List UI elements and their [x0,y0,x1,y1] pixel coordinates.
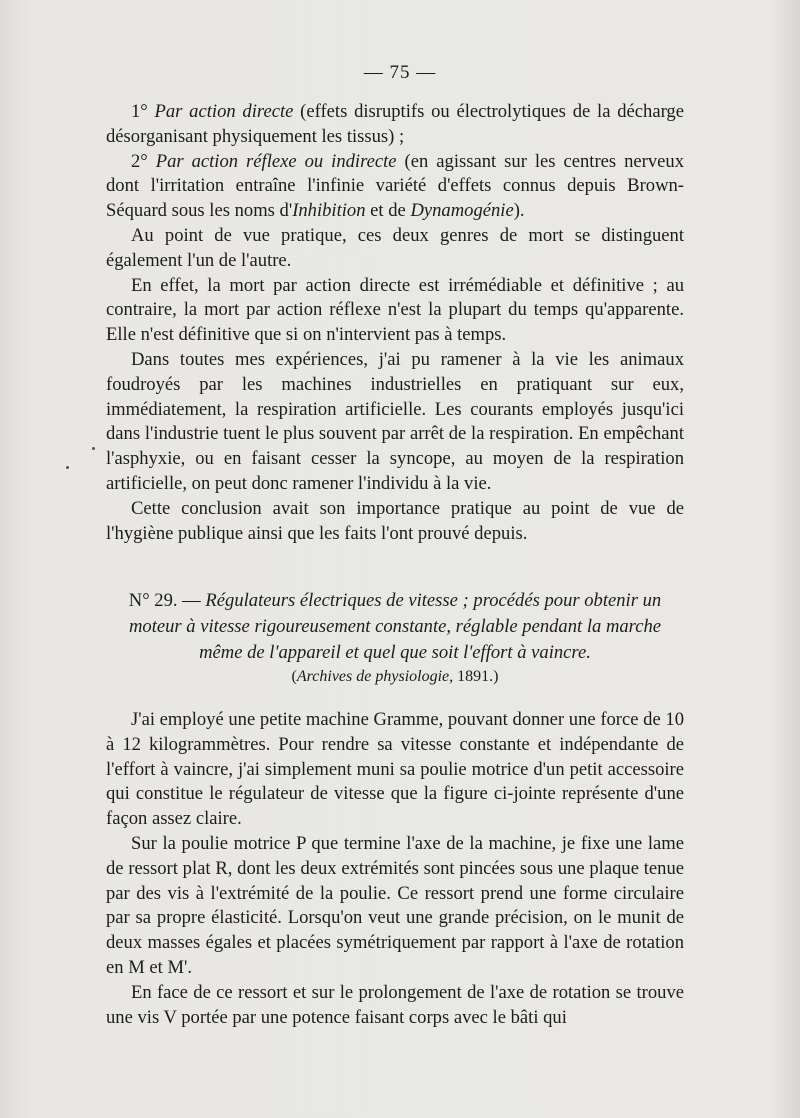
paragraph: Sur la poulie motrice P que termine l'axe de la machine, je fixe une lame de ressort plat R, dont les deux extrémités sont pincées sous une plaque tenue par des vis à l'extrémité de la poulie. Ce ressort prend une forme circulaire par sa propre élasticité. Lorsqu'on veut une grande précision, on le munit de deux masses égales et placées symétriquement par rapport à l'axe de rotation en M et M'. [106,832,684,978]
paragraph: Au point de vue pratique, ces deux genres de mort se distinguent également l'un de l'autre. [106,224,684,271]
page-number: — 75 — [363,62,437,83]
speck-mark [92,447,95,450]
section-title: Régulateurs électriques de vitesse ; procédés pour obtenir un moteur à vitesse rigoureusement constante, réglable pendant la marche même de l'appareil et quel que soit l'effort à vaincre. [128,590,662,663]
paragraph: 1° Par action directe (effets disruptifs ou électrolytiques de la décharge désorganisant physiquement les tissus) ; [106,101,684,147]
paragraph: Cette conclusion avait son importance pratique au point de vue de l'hygiène publique ainsi que les faits l'ont prouvé depuis. [106,497,684,544]
speck-mark [66,466,69,469]
source-citation: (Archives de physiologie, 1891.) [291,668,499,685]
paragraph: 2° Par action réflexe ou indirecte (en agissant sur les centres nerveux dont l'irritation entraîne l'infinie variété d'effets connus depuis Brown-Séquard sous les noms d'Inhibition et de Dynamogénie). [106,150,685,222]
journal-name: Archives de physiologie [296,668,450,685]
section-heading [106,588,684,666]
paragraph: En face de ce ressort et sur le prolongement de l'axe de rotation se trouve une vis V portée par une potence faisant corps avec le bâti qui [106,981,684,1028]
paragraph: En effet, la mort par action directe est irrémédiable et définitive ; au contraire, la mort par action réflexe n'est la plupart du temps qu'apparente. Elle n'est définitive que si on n'intervient pas à temps. [106,274,684,346]
body-text-top [106,100,684,546]
paragraph: J'ai employé une petite machine Gramme, pouvant donner une force de 10 à 12 kilogrammètres. Pour rendre sa vitesse constante et indépendante de l'effort à vaincre, j'ai simplement muni sa poulie motrice d'un petit accessoire qui constitue le régulateur de vitesse que la figure ci-jointe représente d'une façon assez claire. [106,709,684,830]
section-number: N° 29. — [128,590,206,611]
paragraph: Dans toutes mes expériences, j'ai pu ramener à la vie les animaux foudroyés par les machines industrielles en pratiquant sur eux, immédiatement, la respiration artificielle. Les courants employés jusqu'ici dans l'industrie tuent le plus souvent par arrêt de la respiration. En empêchant l'asphyxie, ou en faisant cesser la syncope, au moyen de la respiration artificielle, on peut donc ramener l'individu à la vie. [106,348,684,494]
body-text-bottom [106,708,684,1030]
